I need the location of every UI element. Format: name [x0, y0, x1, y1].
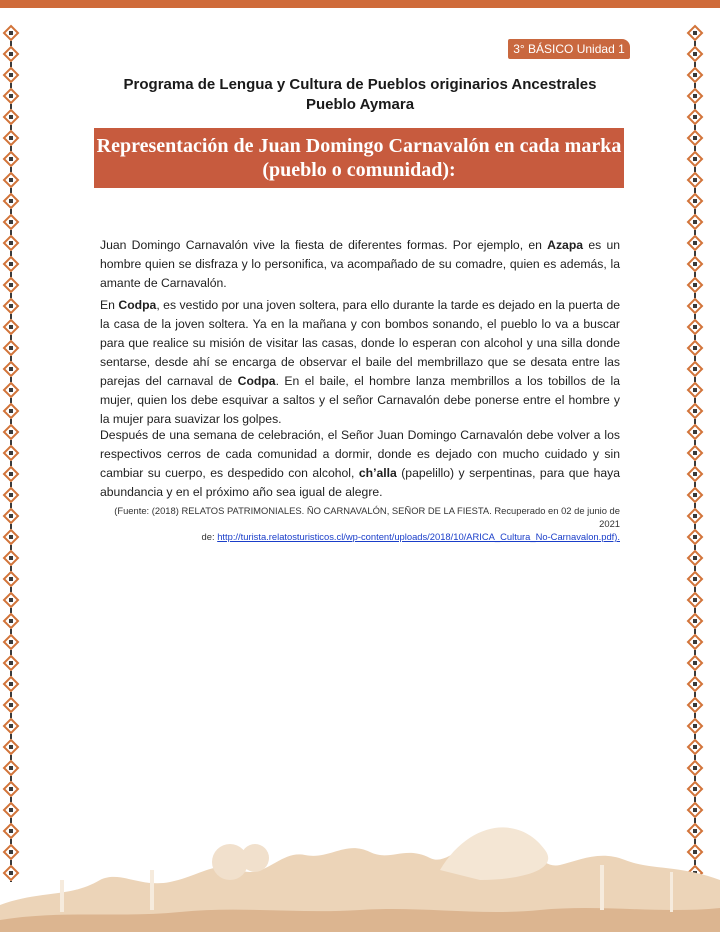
text-run: , es vestido por una joven soltera, para ello durante la tarde es dejado en la puerta de la casa de la joven soltera. Ya en la mañana y con bombos sonando, el pueblo lo va a buscar para que realice su misión de visitar las casas, donde lo esperan con alcohol y una silla donde sentarse, desde ahí se encarga de observar el baile del membrillazo que se desata entre las parejas del carnaval de	[100, 298, 620, 388]
grade-unit-badge: 3° BÁSICO Unidad 1	[508, 39, 630, 59]
source-line: (Fuente: (2018) RELATOS PATRIMONIALES. ÑO CARNAVALÓN, SEÑOR DE LA FIESTA. Recuperado en 02 de junio de 2021	[114, 505, 620, 529]
bold-term: Codpa	[237, 374, 276, 388]
bold-term: Azapa	[547, 238, 584, 252]
program-header: Programa de Lengua y Cultura de Pueblos originarios Ancestrales	[123, 76, 597, 93]
text-run: Juan Domingo Carnavalón vive la fiesta de diferentes formas. Por ejemplo, en	[100, 238, 548, 252]
landscape-illustration-icon	[0, 810, 720, 932]
text-run: (papelillo) y serpentinas, para que haya abundancia y en el próximo año sea igual de alegre.	[100, 466, 620, 499]
text-run: es un hombre quien se disfraza y lo personifica, va acompañado de su comadre, quien es además, la amante de Carnavalón.	[100, 238, 620, 290]
source-citation	[100, 504, 620, 543]
paragraph-codpa	[100, 296, 620, 429]
page-title	[94, 128, 624, 188]
text-run: En	[100, 298, 119, 312]
paragraph-farewell	[100, 426, 620, 502]
right-ornament-border-icon	[686, 22, 704, 882]
text-run: . En el baile, el hombre lanza membrillos a los tobillos de la mujer, quien los debe esquivar a saltos y el señor Carnavalón debe ponerse entre el hombre y la mujer para suavizar los golpes.	[100, 374, 620, 426]
title-line-1: Representación de Juan Domingo Carnavalón en cada marka	[96, 135, 622, 157]
title-line-2: (pueblo o comunidad):	[262, 159, 456, 181]
text-run: Después de una semana de celebración, el Señor Juan Domingo Carnavalón debe volver a los respectivos cerros de cada comunidad a dormir, donde es dejado con mucho cuidado y sin cambiar su cuerpo, es despedido con alcohol,	[100, 428, 620, 480]
source-prefix: de:	[201, 531, 218, 542]
bold-term: ch’alla	[358, 466, 397, 480]
source-link-line	[100, 530, 620, 543]
left-ornament-border-icon	[2, 22, 20, 882]
top-color-band	[0, 0, 720, 8]
paragraph-azapa	[100, 236, 620, 293]
people-header: Pueblo Aymara	[305, 96, 415, 113]
bold-term: Codpa	[118, 298, 157, 312]
source-link[interactable]: http://turista.relatosturisticos.cl/wp-content/uploads/2018/10/ARICA_Cultura_No-Carnavalon.pdf).	[217, 531, 620, 542]
